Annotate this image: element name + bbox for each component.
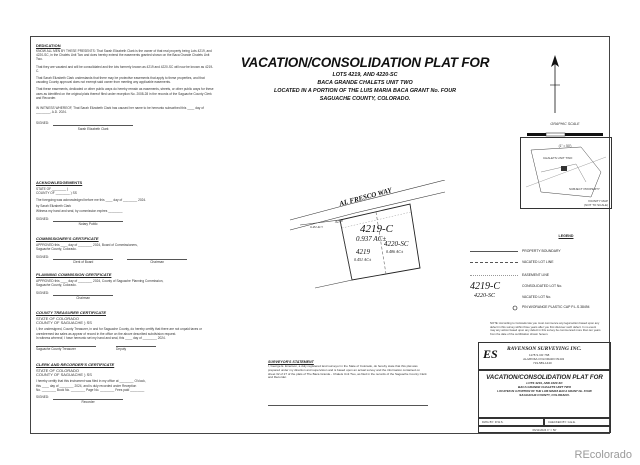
dedication-para3: That Sarah Elizabeth Clark understands that there may be protective easements that apply to these properties, and that vacating County approval does not exempt said owner from meeting any applicable easements. xyxy=(36,76,205,85)
firm-name: RAVENSON SURVEYING INC. xyxy=(507,346,582,352)
firm-block xyxy=(478,342,611,370)
vicinity-label1: CHALETS UNIT TWO xyxy=(543,156,573,160)
ack-county: COUNTY OF ________ ) SS xyxy=(36,191,77,196)
planning-heading: PLANNING COMMISSION CERTIFICATE xyxy=(36,272,112,277)
surveyor-text: I, George E. Emerson, a duly registered land surveyor in the State of Colorado, do hereby state that this plat was prepared under my direction and supervision and is based upon an actual survey and the information contained on sheet 32 of 27 of the plats of The Baca Grande - Chalets Unit Two, as filed in the records of the Saguache County Clerk and Recorder. xyxy=(268,364,427,380)
dedication-para2: That they are vacated and will be consolidated and the lots formerly known as 4219 and 4220-SC will now be known as 4219-C. xyxy=(36,64,214,73)
legend-item-vacated: VACATED LOT LINE xyxy=(522,260,554,264)
planning-chairman: Chairman xyxy=(53,295,113,300)
drawn-by: DWG BY: R.W.S. xyxy=(482,420,504,424)
drawn-by-cell xyxy=(478,418,544,426)
checked-by-cell xyxy=(544,418,611,426)
clerk-of-board: Clerk of Board xyxy=(53,259,113,264)
signed-label: SIGNED: xyxy=(36,217,50,222)
dedication-para1: KNOW ALL MEN BY THESE PRESENTS: That Sarah Elizabeth Clark is the owner of that real property being Lots 4219, and 4220-SC, in the Chalets Unit Two and does hereby extend the easements granted shown on the Baca Grande Chalets Unit Two. xyxy=(36,49,212,62)
commissioner-heading: COMMISSIONER'S CERTIFICATE xyxy=(36,236,99,241)
lot-new-area: 0.937 AC± xyxy=(356,235,387,243)
firm-address2: ALAMOSA COLORADO 81101 xyxy=(523,357,565,361)
treasurer-label: Saguache County Treasurer xyxy=(36,346,96,351)
dedication-signature xyxy=(36,121,216,131)
surveyor-signature-line xyxy=(268,405,428,406)
lot-small-label: 4218 xyxy=(334,217,344,224)
signed-label: SIGNED: xyxy=(36,291,50,296)
plat-map xyxy=(280,180,450,300)
legend xyxy=(520,234,612,238)
title-block-lots: LOTS 4219, AND 4220-SC xyxy=(526,381,563,385)
vicinity-scale-note: (NOT TO SCALE) xyxy=(584,202,608,207)
treasurer-heading: COUNTY TREASURER CERTIFICATE xyxy=(36,310,107,315)
legend-item-easement: EASEMENT LINE xyxy=(522,273,550,277)
recorder-text3: No. ________ Book No. ________ Page No. ________ Fees paid ________ xyxy=(36,387,145,392)
planning-text2: Saguache County, Colorado. xyxy=(36,283,77,288)
recorder-section xyxy=(36,362,216,404)
road-label: AL FRESCO WAY xyxy=(338,186,393,208)
signed-label: SIGNED: xyxy=(36,121,50,126)
legend-item-pin: PIN W/ORANGE PLASTIC CAP P.L.S.38494 xyxy=(522,305,590,309)
dedication-witness: IN WITNESS WHEREOF, That Sarah Elizabeth Clark has caused her name to be hereunto subscribed this ____ day of ________, A.D. 2024. xyxy=(36,106,204,115)
north-arrow-icon xyxy=(548,55,562,115)
recorder-text1: I hereby certify that this instrument was filed in my office at ________ O'clock, xyxy=(36,379,146,384)
legend-sample-lot-old: 4220-SC xyxy=(474,293,495,299)
dedication-heading: DEDICATION xyxy=(36,43,61,48)
recorder-county: COUNTY OF SAGUACHE ) SS xyxy=(36,372,92,378)
recorder-name: Recorder xyxy=(53,399,123,404)
recorder-state: STATE OF COLORADO xyxy=(36,368,79,373)
treasurer-county: COUNTY OF SAGUACHE ) SS xyxy=(36,320,92,326)
title-block-sub: BACA GRANDE CHALETS UNIT TWO xyxy=(517,385,572,389)
recorder-signature xyxy=(36,395,216,404)
commissioner-text2: Saguache County, Colorado. xyxy=(36,247,77,252)
legend-item-consolidated: CONSOLIDATED LOT No. xyxy=(522,284,563,288)
recorder-heading: CLERK AND RECORDER'S CERTIFICATE xyxy=(36,362,115,367)
plat-county: SAGUACHE COUNTY, COLORADO. xyxy=(319,96,411,102)
ack-text2: by Sarah Elizabeth Clark xyxy=(36,203,72,208)
surveyor-heading: SURVEYOR'S STATEMENT xyxy=(268,360,314,364)
commissioner-signatures xyxy=(36,255,216,264)
treasurer-section xyxy=(36,310,216,351)
plat-location: LOCATED IN A PORTION OF THE LUIS MARIA BACA GRANT No. FOUR xyxy=(274,88,456,94)
acknowledgement-heading: ACKNOWLEDGEMENTS xyxy=(36,180,83,185)
watermark: REcolorado xyxy=(574,449,632,461)
ack-signature xyxy=(36,217,216,226)
treasurer-text2: In witness whereof, I have hereunto set my hand and seal, this ____ day of ________ 2024. xyxy=(36,335,166,340)
notary-name: Notary Public xyxy=(53,221,123,226)
lot-small-area: 0.432 AC± xyxy=(310,225,323,229)
treasurer-text1: I, the undersigned, County Treasurer, in and for Saguache County, do hereby certify that there are not unpaid taxes or unredeemed tax sales as appear of record in the office on the above described subdivision request. xyxy=(36,327,202,336)
legend-sample-easement xyxy=(470,275,518,276)
chairman: Chairman xyxy=(127,259,187,264)
title-block-main: VACATION/CONSOLIDATION PLAT FOR xyxy=(486,374,603,381)
title-block-loc: LOCATED IN A PORTION OF THE LUIS MARIA BACA GRANT No. FOUR xyxy=(497,389,592,393)
vicinity-map xyxy=(520,137,612,209)
vicinity-label2: SUBJECT PROPERTY xyxy=(569,187,600,191)
title-block-county: SAGUACHE COUNTY, COLORADO. xyxy=(519,393,570,397)
dedication-para4: That these easements, dedicated or other public ways do hereby remain as easements, streets, or other public ways for these uses as identified on the original plats thereof filed under reception No. 2008-28 in the records of the Saguache County Clerk and Recorder. xyxy=(36,87,214,100)
legend-item-vacated-lot: VACATED LOT No. xyxy=(522,295,552,299)
firm-logo-icon: ES xyxy=(483,347,498,361)
treasurer-signatures xyxy=(36,343,216,351)
ack-text3: Witness my hand and seal, by commission expires ________ xyxy=(36,208,123,213)
date-cell xyxy=(478,426,611,433)
vicinity-map-drawing xyxy=(521,142,611,202)
acknowledgement-section xyxy=(36,180,216,226)
legend-item-boundary: PROPERTY BOUNDARY xyxy=(522,249,561,253)
firm-address1: 1178 S.CR 768 xyxy=(529,353,550,357)
signer-name: Sarah Elizabeth Clark xyxy=(53,125,133,131)
legend-sample-vacated xyxy=(470,262,518,263)
planning-section xyxy=(36,272,216,301)
treasurer-state: STATE OF COLORADO xyxy=(36,316,79,321)
firm-phone: 719-589-1440 xyxy=(533,361,552,365)
lot-a-label: 4219 xyxy=(356,248,370,256)
scale-label: GRAPHIC SCALE xyxy=(550,122,580,126)
lot-a-area: 0.451 AC± xyxy=(354,257,372,262)
recorder-text2: this ____ day of ________ 2024, and is duly recorded under Reception xyxy=(36,383,137,388)
legal-note: NOTE: According to Colorado law you must commence any legal action based upon any defect in this survey within three years after you first discover such defect. In no event may any action based upon any defect in this survey be commenced more than ten years from the date of the certification shown hereon. xyxy=(490,321,601,336)
title-block xyxy=(478,370,611,418)
lot-b-area: 0.486 AC± xyxy=(386,249,404,254)
vicinity-title: VICINITY MAP xyxy=(588,198,608,203)
signed-label: SIGNED: xyxy=(36,255,50,260)
legend-heading: LEGEND xyxy=(558,234,574,238)
commissioner-text1: APPROVED this ____ day of ________ 2024, Board of Commissioners, xyxy=(36,243,138,247)
lot-new-label: 4219-C xyxy=(360,223,393,235)
commissioner-section xyxy=(36,236,216,265)
surveyor-statement xyxy=(268,360,428,380)
ack-text1: The foregoing was acknowledged before me this ____ day of ________ 2024. xyxy=(36,198,147,203)
planning-text1: APPROVED this ____ day of ________ 2024, County of Saguache Planning Commission, xyxy=(36,279,164,283)
plat-title: VACATION/CONSOLIDATION PLAT FOR xyxy=(240,55,490,70)
checked-by: CHECKED BY: G.E.E. xyxy=(548,420,576,424)
signed-label: SIGNED: xyxy=(36,395,50,400)
plat-date: 06/11/2024 1" = 50' xyxy=(532,428,557,432)
legend-sample-lot-new: 4219-C xyxy=(470,281,500,292)
plat-lots: LOTS 4219, AND 4220-SC xyxy=(332,72,398,78)
plat-subdivision: BACA GRANDE CHALETS UNIT TWO xyxy=(317,80,413,86)
legend-sample-boundary xyxy=(470,251,518,252)
adjacent-lot-line xyxy=(300,217,352,288)
pin-icon xyxy=(512,305,518,311)
deputy-label: Deputy xyxy=(116,346,156,351)
ack-state: STATE OF ________ ) xyxy=(36,187,69,191)
scale-unit: (1" = 50') xyxy=(558,144,572,149)
dedication-section xyxy=(36,43,216,131)
lot-b-label: 4220-SC xyxy=(384,240,409,248)
planning-signature xyxy=(36,291,216,300)
